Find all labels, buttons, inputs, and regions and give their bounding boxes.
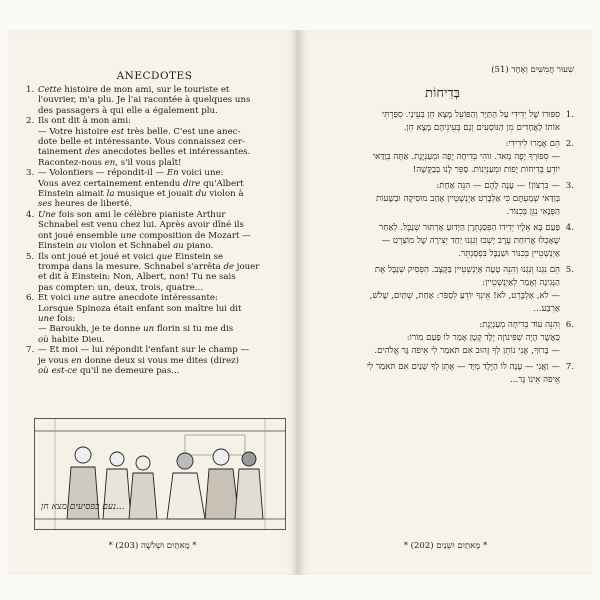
hebrew-line <box>311 303 574 316</box>
hebrew-text: — וַאֲנִי — עָנָה לוֹ הַיֶּלֶד מִיָּד — אֶתֵּן לְךָ שְׁנַיִם אִם תֹּאמַר לִי <box>366 362 560 372</box>
anecdote-number: 2. <box>26 116 35 127</box>
text-segment: — Votre histoire <box>38 126 112 137</box>
hebrew-line <box>311 164 574 177</box>
text-segment: piano. <box>183 241 214 252</box>
anecdote-line <box>26 189 283 199</box>
anecdote-number: 7. <box>26 345 35 356</box>
hebrew-line <box>311 264 574 277</box>
hebrew-anecdote <box>311 264 574 316</box>
anecdote-line <box>26 210 283 220</box>
anecdote-line <box>26 116 283 126</box>
running-head: שִׁעוּר חֲמִשִּׁים וְאֶחָד (51) <box>491 65 574 75</box>
anecdote-line <box>26 147 283 157</box>
page-title-anecdotes: ANECDOTES <box>116 70 193 82</box>
text-segment: trompa dans la mesure. Schnabel s'arrêta <box>38 261 224 272</box>
hebrew-line <box>311 206 574 219</box>
hebrew-line <box>311 361 574 374</box>
hebrew-anecdote <box>311 319 574 358</box>
anecdote-line <box>26 293 283 303</box>
text-segment: tainement <box>38 147 85 158</box>
text-segment: habite Dieu. <box>48 334 105 345</box>
hebrew-text: וְהִנֵּה עוֹד בְּדִיחָה מְעַנְיֶנֶת: <box>479 320 560 330</box>
text-segment: une <box>73 293 90 304</box>
hebrew-text: פַּעַם בָּא אֵלָיו יְדִידוֹ הַפְּסַנְתְּרָן הַיָּדוּעַ אַרְתּוּר שְׁנַבֶּל. לְאַחַר <box>379 223 560 233</box>
text-segment: En <box>166 168 179 179</box>
text-segment: heures de liberté. <box>51 199 132 210</box>
text-segment: pas compter: un, deux, trois, quatre... <box>38 282 204 293</box>
text-segment: très belle. C'est une anec- <box>124 126 241 137</box>
page-number-203: * מָאתַיִם וּשְׁלֹשָׁה (203) * <box>108 541 197 551</box>
right-page <box>299 30 592 575</box>
hebrew-text: יוֹדֵעַ בְּדִיחוֹת יָפוֹת וּמְעַנְיְנוֹת. סַפֵּר לָנוּ בְּבַקָּשָׁה! <box>412 165 560 175</box>
hebrew-line <box>311 109 574 122</box>
text-segment: où <box>38 365 49 376</box>
text-segment: dote belle et intéressante. Vous connaissez cer- <box>38 137 245 148</box>
anecdote-number: .6 <box>565 320 574 330</box>
hebrew-line <box>311 193 574 206</box>
hebrew-anecdote <box>311 138 574 177</box>
anecdote-line <box>26 220 283 230</box>
anecdote-line <box>26 356 283 366</box>
anecdote-line <box>26 106 283 116</box>
text-segment: Et voici <box>38 293 74 304</box>
text-segment: — Et moi — lui répondit l'enfant sur le champ — <box>38 345 250 356</box>
text-segment: est-ce <box>51 365 78 376</box>
anecdote-line <box>26 252 283 262</box>
text-segment: dire <box>182 178 201 189</box>
hebrew-line <box>311 345 574 358</box>
anecdote-number: .5 <box>565 265 574 275</box>
hebrew-text: שֶׁאָכְלוּ אֲרוּחַת עֶרֶב יָשְׁבוּ וְנִגְּנוּ יַחַד יְצִירָה שֶׁל מוֹצַרְט — <box>381 236 560 246</box>
hebrew-text: הַנְּגִינָה וְאָמַר לְאַיְנְשְׁטֵיין: <box>482 278 560 288</box>
hebrew-text: הֵם אָמְרוּ לִידִידִי: <box>505 139 560 149</box>
hebrew-line <box>311 151 574 164</box>
text-segment: Ils ont joué et joué et voici <box>38 251 157 262</box>
text-segment: qu'il ne demeure pas... <box>77 365 180 376</box>
anecdote-line <box>26 127 283 137</box>
anecdote-line <box>26 231 283 241</box>
hebrew-line <box>311 374 574 387</box>
anecdote-number: .2 <box>565 139 574 149</box>
anecdote-number: .4 <box>565 223 574 233</box>
hebrew-text: הֵם נִגְּנוּ וְנִגְּנוּ וְהִנֵּה טָעָה אַיְנְשְׁטֵיין בַּקֶּצֶב. הִפְסִיק שְׁנַבֶּל אֶת <box>374 265 560 275</box>
hebrew-line <box>311 235 574 248</box>
anecdote-number: .7 <box>565 362 574 372</box>
text-segment: histoire de mon ami, sur le touriste et <box>61 85 230 95</box>
text-segment: anecdotes belles et intéressantes. <box>99 147 251 158</box>
page-title-hebrew: בְּדִיחוֹת <box>425 86 460 101</box>
hebrew-line <box>311 319 574 332</box>
cartoon-illustration <box>34 418 286 530</box>
anecdote-line <box>26 304 283 314</box>
hebrew-text: — לֹא, אַלְבֶּרְט, לֹא! אֵינְךָ יוֹדֵעַ לִסְפֹּר: אַחַת, שְׁתַּיִם, שָׁלֹשׁ, <box>369 291 560 301</box>
page-number-202: * מָאתַיִם וּשְׁנַיִם (202) * <box>403 541 488 551</box>
hebrew-line <box>311 122 574 135</box>
hebrew-text: כַּאֲשֶׁר הָיָה שְׁפִּינוֹזָה יֶלֶד קָטָן אָמַר לוֹ פַּעַם מוֹרוֹ: <box>406 333 560 343</box>
anecdote-line <box>26 179 283 189</box>
text-segment: violon à <box>206 189 244 200</box>
text-segment: Racontez-nous <box>38 157 105 168</box>
text-segment: du <box>195 189 207 200</box>
text-segment: la <box>106 189 115 200</box>
anecdote-number: 5. <box>26 251 35 262</box>
anecdote-line <box>26 366 283 376</box>
anecdote-number: 3. <box>26 168 35 179</box>
hebrew-text: אַרְבַּע... <box>533 304 560 314</box>
text-segment: un <box>143 324 155 335</box>
hebrew-text: אֵיפֹה אֵינוֹ גָּר... <box>510 375 560 385</box>
text-segment: — Baroukh, je te donne <box>38 324 144 335</box>
anecdote-line <box>26 314 283 324</box>
text-segment: Une <box>38 209 56 220</box>
hebrew-anecdote-list <box>311 109 574 387</box>
hebrew-line <box>311 277 574 290</box>
text-segment: composition de Mozart — <box>136 230 251 241</box>
text-segment: violon et Schnabel <box>87 241 174 252</box>
text-segment: Einstein <box>38 241 77 252</box>
cartoon-drawing <box>35 419 285 529</box>
text-segment: est <box>111 126 125 137</box>
text-segment: florin si tu me dis <box>154 324 234 335</box>
text-segment: des <box>84 147 100 158</box>
anecdote-line <box>26 137 283 147</box>
hebrew-line <box>311 180 574 193</box>
hebrew-anecdote <box>311 222 574 261</box>
anecdote-number: .1 <box>565 110 574 120</box>
text-segment: ses <box>38 199 52 210</box>
hebrew-anecdote <box>311 361 574 387</box>
anecdote-number: 6. <box>26 293 35 304</box>
text-segment: musique et jouait <box>114 189 196 200</box>
text-segment: que <box>156 251 173 262</box>
text-segment: où <box>38 334 49 345</box>
hebrew-text: הַפְּנָאִי נִגֵּן בְּכִנּוֹר. <box>506 207 560 217</box>
anecdote-line <box>26 272 283 282</box>
text-segment: une <box>120 230 137 241</box>
anecdote-line <box>26 241 283 251</box>
anecdote-line <box>26 335 283 345</box>
text-segment: au <box>173 241 184 252</box>
text-segment: des passagers à qui elle a également plu. <box>38 105 218 116</box>
text-segment: de <box>223 261 235 272</box>
hebrew-text: — בִּרְצוֹן! — עָנָה לָהֶם — הִנֵּה אַחַת: <box>436 181 560 191</box>
text-segment: voici une: <box>178 168 224 179</box>
text-segment: fois: <box>54 313 76 324</box>
text-segment: l'ouvrier, m'a plu. Je l'ai racontée à quelques uns <box>38 95 251 106</box>
text-segment: en <box>104 157 116 168</box>
text-segment: Einstein se <box>172 251 224 262</box>
text-segment: Vous avez certainement entendu <box>38 178 183 189</box>
hebrew-text: אַיְנְשְׁטֵיין בְּכִנּוֹר וּשְׁנַבֶּל בִּפְסַנְתֵּר. <box>458 249 560 259</box>
text-segment: et dit à Einstein: Non, Albert, non! Tu ne sais <box>38 272 236 283</box>
text-segment: je vous <box>38 355 72 366</box>
hebrew-line <box>311 290 574 303</box>
text-segment: au <box>76 241 88 252</box>
anecdote-line <box>26 324 283 334</box>
text-segment: qu'Albert <box>200 178 244 189</box>
hebrew-line <box>311 248 574 261</box>
text-segment: en <box>71 355 82 366</box>
text-segment: Cette <box>38 85 62 95</box>
hebrew-text: אוֹתוֹ לַאֲחָדִים מִן הַנּוֹסְעִים וְגַם בְּעֵינֵיהֶם מָצָא חֵן. <box>403 123 560 133</box>
anecdote-line <box>26 199 283 209</box>
hebrew-text: בְּוַדַּאי שְׁמַעְתֶּם כִּי אַלְבֶּרְט אַיְנְשְׁטֵיין אָהַב מוּסִיקָה וּבְשָׁעוֹת <box>376 194 560 204</box>
text-segment: fois son ami le célèbre pianiste Arthur <box>55 209 226 220</box>
anecdote-line <box>26 95 283 105</box>
anecdote-line <box>26 283 283 293</box>
text-segment: Einstein aimait <box>38 189 107 200</box>
anecdote-list <box>26 85 283 376</box>
text-segment: une <box>38 313 55 324</box>
anecdote-line <box>26 262 283 272</box>
text-segment: autre anecdote intéressante: <box>89 293 218 304</box>
anecdote-line <box>26 168 283 178</box>
text-segment: Ils ont dit à mon ami: <box>38 116 131 127</box>
text-segment: jouer <box>234 261 260 272</box>
text-segment: Schnabel est venu chez lui. Après avoir dîné ils <box>38 220 244 231</box>
hebrew-line <box>311 138 574 151</box>
hebrew-anecdote <box>311 180 574 219</box>
text-segment: Lorsque Spinoza était enfant son maître lui dit <box>38 303 242 314</box>
hebrew-text: — בָּרוּךְ, אֲנִי נוֹתֵן לְךָ זָהוּב אִם תֹּאמַר לִי אֵיפֹה גָּר אֱלֹהִים. <box>374 346 560 356</box>
cartoon-caption: ...נעם בפסיעים מצא חן <box>41 502 125 512</box>
hebrew-line <box>311 332 574 345</box>
text-segment: ont joué ensemble <box>38 230 121 241</box>
hebrew-text: — סִפּוּרְךָ יָפֶה מְאֹד. זוֹהִי בְּדִיחָה יָפָה וּמְעַנְיֶנֶת. אַתָּה בְּוַדַּאי <box>372 152 560 162</box>
anecdote-line <box>26 345 283 355</box>
anecdote-number: .3 <box>565 181 574 191</box>
anecdote-number: 4. <box>26 209 35 220</box>
anecdote-number: 1. <box>26 85 35 95</box>
text-segment: donne deux si vous me dites (direz) <box>81 355 239 366</box>
text-segment: — Volontiers — répondit-il — <box>38 168 167 179</box>
anecdote-line <box>26 85 283 95</box>
left-page <box>8 30 297 575</box>
hebrew-line <box>311 222 574 235</box>
hebrew-text: סִפּוּרוֹ שֶׁל יְדִידִי עַל הַתַּיָּר וְהַפּוֹעֵל מָצָא חֵן בְּעֵינַי. סִפַּרְתִּי <box>381 110 560 120</box>
text-segment: , s'il vous plaît! <box>115 157 182 168</box>
anecdote-line <box>26 158 283 168</box>
hebrew-anecdote <box>311 109 574 135</box>
